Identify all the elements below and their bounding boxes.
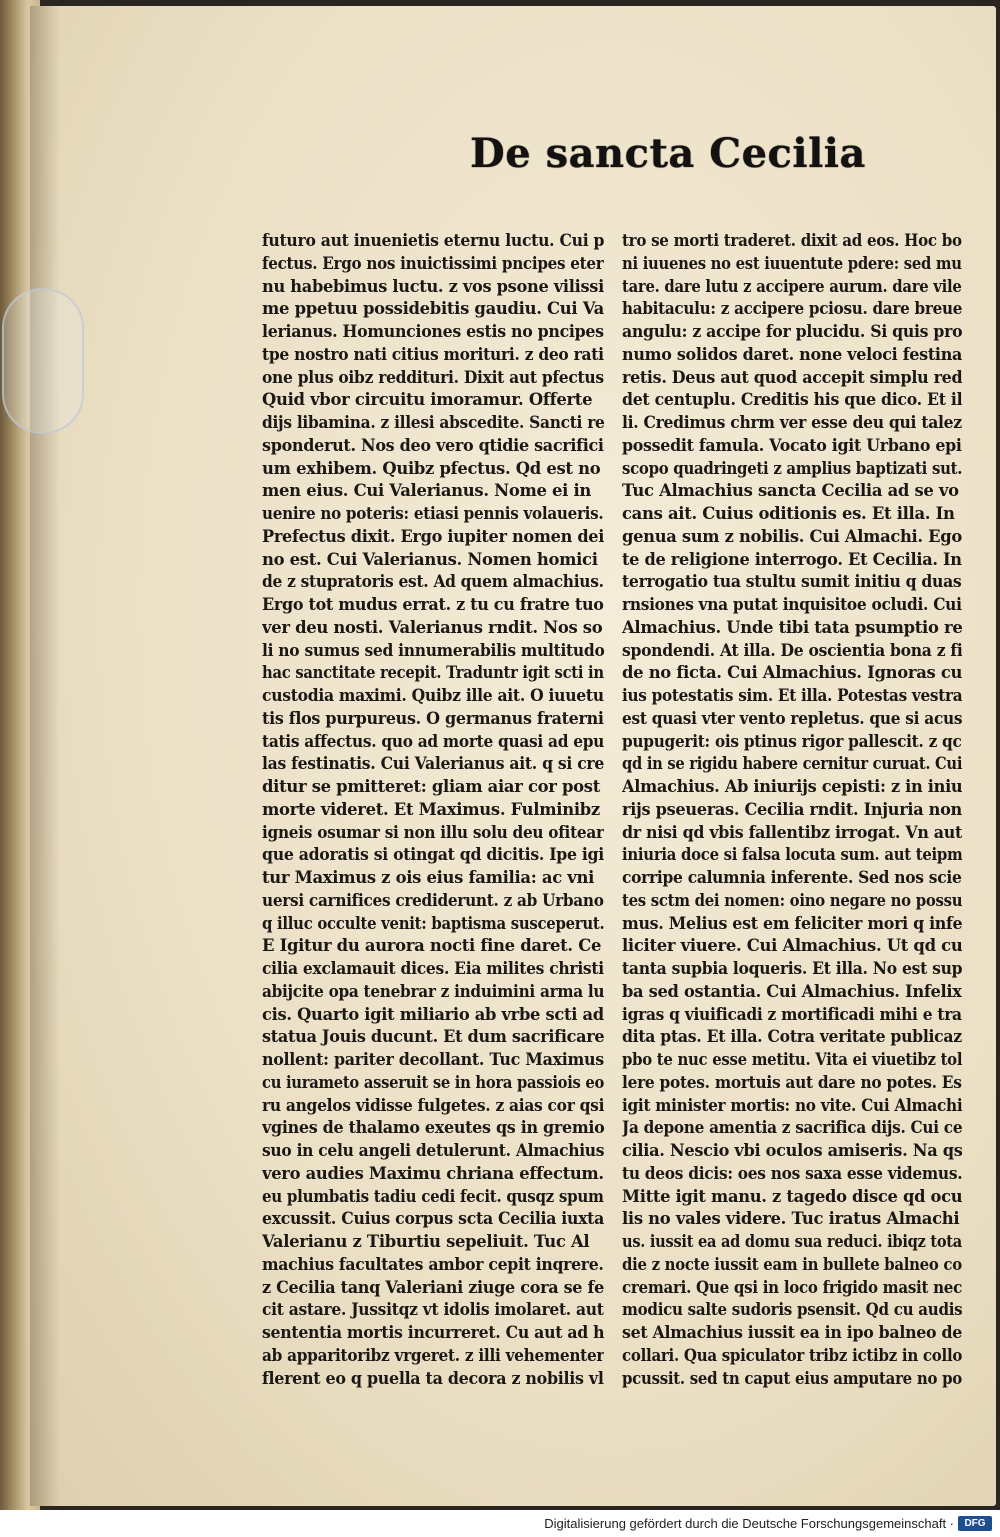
text-line: tpe nostro nati citius morituri. z deo rati [262, 344, 604, 364]
text-line: habitaculu: z accipere pciosu. dare breue [622, 299, 962, 319]
text-line: igit minister mortis: no vite. Cui Almachi [622, 1095, 963, 1115]
text-line: machius facultates ambor cepit inqrere. [262, 1254, 604, 1274]
text-line: lis no vales videre. Tuc iratus Almachi [622, 1209, 960, 1229]
text-line: cans ait. Cuius oditionis es. Et illa. In [622, 504, 955, 523]
text-line: scopo quadringeti z amplius baptizati sut. [622, 458, 962, 478]
text-line: modicu salte sudoris psensit. Qd cu audis [622, 1300, 963, 1320]
text-line: cis. Quarto igit miliario ab vrbe scti ad [262, 1004, 604, 1024]
text-line: vgines de thalamo exeutes qs in gremio [262, 1118, 605, 1138]
text-line: ver deu nosti. Valerianus rndit. Nos so [262, 617, 603, 637]
text-line: Mitte igit manu. z tagedo disce qd ocu [622, 1186, 962, 1206]
page-heading: De sancta Cecilia [470, 130, 866, 177]
text-line: morte videret. Et Maximus. Fulminibz [262, 799, 600, 819]
text-line: us. iussit ea ad domu sua reduci. ibiqz tota [622, 1232, 962, 1251]
text-line: pbo te nuc esse metitu. Vita ei viuetibz tol [622, 1050, 963, 1069]
text-line: pcussit. sed tn caput eius amputare no po [622, 1368, 962, 1388]
text-line: cilia. Nescio vbi oculos amiseris. Na qs [622, 1141, 963, 1160]
text-line: nu habebimus luctu. z vos psone vilissi [262, 276, 604, 296]
text-line: de no ficta. Cui Almachius. Ignoras cu [622, 663, 962, 683]
text-line: excussit. Cuius corpus scta Cecilia iuxta [262, 1209, 605, 1229]
text-line: cit astare. Jussitqz vt idolis imolaret. aut [262, 1300, 604, 1320]
text-line: Almachius. Unde tibi tata psumptio re [622, 617, 962, 637]
text-column-right [622, 230, 962, 1390]
text-line: flerent eo q puella ta decora z nobilis vl [262, 1368, 604, 1388]
text-line: Ja depone amentia z sacrifica dijs. Cui ce [622, 1118, 963, 1138]
text-line: custodia maximi. Quibz ille ait. O iuuetu [262, 686, 604, 705]
text-line: de z stupratoris est. Ad quem almachius. [262, 572, 604, 592]
text-line: ba sed ostantia. Cui Almachius. Infelix [622, 981, 962, 1001]
text-line: terrogatio tua stultu sumit initiu q duas [622, 572, 962, 592]
text-line: Quid vbor circuitu imoramur. Offerte [262, 390, 593, 410]
text-line: sponderut. Nos deo vero qtidie sacrifici [262, 435, 604, 455]
text-line: pupugerit: ois ptinus rigor pallescit. z qc [622, 731, 962, 751]
text-line: angulu: z accipe for plucidu. Si quis pro [622, 322, 963, 341]
text-line: eu plumbatis tadiu cedi fecit. qusqz spum [262, 1186, 604, 1206]
text-line: ru angelos vidisse fulgetes. z aias cor qsi [262, 1095, 604, 1115]
text-line: E Igitur du aurora nocti fine daret. Ce [262, 936, 602, 956]
text-line: futuro aut inuenietis eternu luctu. Cui p [262, 231, 605, 250]
text-line: tur Maximus z ois eius familia: ac vni [262, 868, 595, 887]
text-line: ius potestatis sim. Et illa. Potestas vestra [622, 686, 963, 705]
text-line: cremari. Que qsi in loco frigido masit nec [622, 1277, 963, 1297]
text-line: set Almachius iussit ea in ipo balneo de [622, 1323, 962, 1342]
text-line: me ppetuu possidebitis gaudiu. Cui Va [262, 299, 604, 319]
text-line: spondendi. At illa. De oscientia bona z fi [622, 640, 963, 660]
text-column-left [262, 230, 604, 1390]
text-line: Valerianu z Tiburtiu sepeliuit. Tuc Al [262, 1232, 590, 1251]
page-clip [2, 288, 84, 434]
text-line: tare. dare lutu z accipere aurum. dare vile [622, 276, 962, 296]
text-line: igras q viuificadi z mortificadi mihi e tra [622, 1004, 962, 1024]
text-line: tis flos purpureus. O germanus fraterni [262, 708, 604, 728]
text-line: igneis osumar si non illu solu deu ofitear [262, 822, 604, 842]
text-line: abijcite opa tenebrar z induimini arma lu [262, 981, 605, 1001]
text-line: sententia mortis incurreret. Cu aut ad h [262, 1323, 605, 1342]
text-line: one plus oibz reddituri. Dixit aut pfectus [262, 367, 604, 387]
text-line: qd in se rigidu habere cernitur curuat. Cui [622, 754, 963, 774]
text-line: mus. Melius est em feliciter mori q infe [622, 913, 963, 933]
text-line: li. Credimus chrm ver esse deu qui talez [622, 413, 962, 432]
text-line: collari. Qua spiculator tribz ictibz in collo [622, 1345, 962, 1365]
funding-credit: Digitalisierung gefördert durch die Deutsche Forschungsgemeinschaft · [544, 1516, 954, 1531]
text-line: fectus. Ergo nos inuictissimi pncipes eter [262, 253, 604, 273]
text-line: hac sanctitate recepit. Traduntr igit scti in [262, 663, 604, 683]
text-line: uenire no poteris: etiasi pennis volaueris. [262, 504, 604, 523]
text-line: rnsiones vna putat inquisitoe ocludi. Cui [622, 595, 962, 614]
text-line: ab apparitoribz vrgeret. z illi vehementer [262, 1345, 604, 1365]
text-line: tatis affectus. quo ad morte quasi ad epu [262, 731, 605, 751]
text-line: genua sum z nobilis. Cui Almachi. Ego [622, 526, 962, 546]
text-line: las festinatis. Cui Valerianus ait. q si cre [262, 754, 605, 774]
text-line: uersi carnifices crediderunt. z ab Urbano [262, 890, 604, 910]
text-line: possedit famula. Vocato igit Urbano epi [622, 435, 962, 455]
text-line: um exhibem. Quibz pfectus. Qd est no [262, 458, 601, 478]
text-line: det centuplu. Creditis his que dico. Et il [622, 390, 962, 410]
text-line: que adoratis si otingat qd dicitis. Ipe igi [262, 845, 604, 865]
text-line: numo solidos daret. none veloci festina [622, 344, 962, 364]
text-line: retis. Deus aut quod accepit simplu red [622, 367, 963, 387]
digitization-footer [0, 1510, 1000, 1537]
text-line: tu deos dicis: oes nos saxa esse videmus. [622, 1163, 962, 1183]
text-line: cu iurameto asseruit se in hora passiois eo [262, 1072, 605, 1092]
text-line: nollent: pariter decollant. Tuc Maximus [262, 1050, 604, 1069]
text-line: Almachius. Ab iniurijs cepisti: z in iniu [622, 777, 963, 796]
text-line: men eius. Cui Valerianus. Nome ei in [262, 481, 592, 501]
text-line: iniuria doce si falsa locuta sum. aut teipm [622, 845, 963, 865]
text-line: tanta supbia loqueris. Et illa. No est sup [622, 959, 963, 978]
text-line: dita ptas. Et illa. Cotra veritate publicaz [622, 1027, 962, 1047]
dfg-logo-icon: DFG [958, 1516, 992, 1531]
text-line: dr nisi qd vbis fallentibz irrogat. Vn aut [622, 822, 963, 842]
text-line: te de religione interrogo. Et Cecilia. In [622, 549, 962, 569]
text-line: statua Jouis ducunt. Et dum sacrificare [262, 1027, 605, 1047]
text-line: Tuc Almachius sancta Cecilia ad se vo [622, 481, 959, 501]
text-line: li no sumus sed innumerabilis multitudo [262, 640, 605, 660]
text-line: tro se morti traderet. dixit ad eos. Hoc bo [622, 231, 962, 250]
text-line: cilia exclamauit dices. Eia milites christi [262, 959, 604, 978]
text-line: est quasi vter vento repletus. que si acus [622, 708, 963, 728]
text-line: Ergo tot mudus errat. z tu cu fratre tuo [262, 595, 604, 614]
text-line: die z nocte iussit eam in bullete balneo co [622, 1254, 962, 1274]
text-line: Prefectus dixit. Ergo iupiter nomen dei [262, 526, 605, 546]
text-line: ni iuuenes no est iuuentute pdere: sed mu [622, 253, 962, 273]
text-line: ditur se pmitteret: gliam aiar cor post [262, 777, 601, 796]
text-line: no est. Cui Valerianus. Nomen homici [262, 549, 598, 569]
text-line: corripe calumnia inferente. Sed nos scie [622, 868, 962, 887]
text-line: suo in celu angeli detulerunt. Almachius [262, 1141, 605, 1160]
text-line: lerianus. Homunciones estis no pncipes [262, 322, 604, 341]
text-line: lere potes. mortuis aut dare no potes. Es [622, 1072, 962, 1092]
page-gutter-shadow [30, 6, 60, 1506]
text-line: z Cecilia tanq Valeriani ziuge cora se fe [262, 1277, 604, 1297]
text-line: liciter viuere. Cui Almachius. Ut qd cu [622, 936, 962, 956]
text-line: vero audies Maximu chriana effectum. [262, 1163, 604, 1183]
text-line: dijs libamina. z illesi abscedite. Sancti re [262, 413, 605, 432]
text-line: q illuc occulte venit: baptisma susceperut. [262, 913, 604, 933]
text-line: tes sctm dei nomen: oino negare no possu [622, 890, 963, 910]
text-line: rijs pseueras. Cecilia rndit. Injuria non [622, 799, 962, 819]
